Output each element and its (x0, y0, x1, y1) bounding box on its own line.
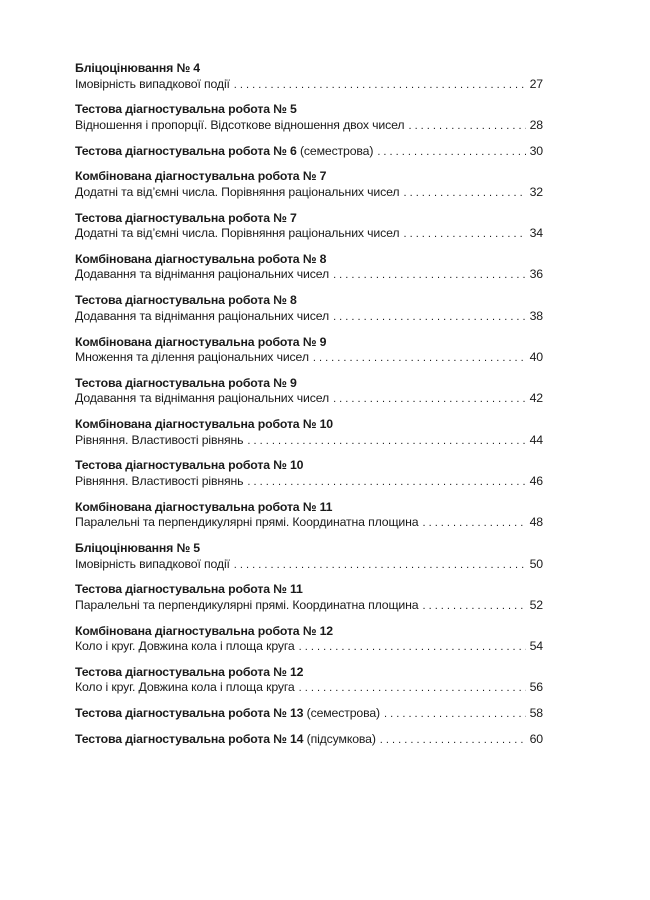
dot-leader (234, 558, 526, 574)
dot-leader (313, 351, 526, 367)
dot-leader (333, 268, 526, 284)
entry-line[interactable] (75, 474, 543, 491)
page-number: 60 (529, 732, 543, 747)
page-number: 50 (529, 556, 543, 571)
dot-leader (384, 707, 526, 723)
toc-entry (75, 732, 543, 749)
page-number: 42 (529, 391, 543, 406)
entry-title-rest: (семестрова) (303, 706, 380, 721)
page-number: 30 (529, 143, 543, 158)
dot-leader (403, 186, 526, 202)
entry-line[interactable] (75, 309, 543, 326)
entry-title (75, 706, 380, 722)
page-number: 52 (529, 597, 543, 612)
entry-heading: Тестова діагностувальна робота № 10 (75, 458, 304, 473)
toc-entry (75, 61, 543, 93)
entry-line[interactable] (75, 226, 543, 243)
entry-title-bold: Тестова діагностувальна робота № 13 (75, 706, 304, 721)
entry-heading: Тестова діагностувальна робота № 9 (75, 375, 297, 390)
entry-line[interactable] (75, 515, 543, 532)
toc-entry (75, 169, 543, 201)
entry-title: Рівняння. Властивості рівнянь (75, 473, 244, 488)
entry-title: Додавання та віднімання раціональних чисел (75, 391, 330, 406)
dot-leader (247, 434, 526, 450)
toc-entry (75, 458, 543, 490)
entry-title (75, 144, 373, 160)
page-number: 58 (529, 706, 543, 721)
page-number: 27 (529, 76, 543, 91)
page-number: 34 (529, 226, 543, 241)
entry-title: Множення та ділення раціональних чисел (75, 350, 309, 365)
page-number: 48 (529, 515, 543, 530)
entry-title: Коло і круг. Довжина кола і площа круга (75, 639, 295, 654)
toc-entry (75, 293, 543, 325)
entry-line[interactable] (75, 639, 543, 656)
entry-title: Додатні та від’ємні числа. Порівняння раціональних чисел (75, 184, 400, 199)
entry-title (75, 732, 376, 748)
entry-title: Імовірність випадкової події (75, 556, 230, 571)
dot-leader (333, 310, 526, 326)
page-number: 44 (529, 432, 543, 447)
toc-entry (75, 582, 543, 614)
entry-line[interactable] (75, 118, 543, 135)
entry-title: Коло і круг. Довжина кола і площа круга (75, 680, 295, 695)
entry-heading: Тестова діагностувальна робота № 7 (75, 210, 297, 225)
toc-entry (75, 144, 543, 161)
entry-title-rest: (підсумкова) (303, 732, 376, 747)
entry-heading: Комбінована діагностувальна робота № 9 (75, 334, 327, 349)
page-number: 56 (529, 680, 543, 695)
toc-entry (75, 706, 543, 723)
toc-entry (75, 541, 543, 573)
toc-entry (75, 376, 543, 408)
entry-line[interactable] (75, 598, 543, 615)
page-number: 40 (529, 350, 543, 365)
entry-heading: Тестова діагностувальна робота № 8 (75, 293, 297, 308)
entry-heading: Комбінована діагностувальна робота № 10 (75, 417, 333, 432)
toc-entry (75, 211, 543, 243)
dot-leader (247, 475, 526, 491)
page-number: 32 (529, 184, 543, 199)
dot-leader (234, 78, 526, 94)
entry-title: Додатні та від’ємні числа. Порівняння раціональних чисел (75, 226, 400, 241)
entry-heading: Бліцоцінювання № 4 (75, 61, 200, 75)
toc-entry (75, 252, 543, 284)
entry-line[interactable] (75, 557, 543, 574)
entry-line[interactable] (75, 706, 543, 723)
entry-heading: Тестова діагностувальна робота № 12 (75, 664, 304, 679)
page-number: 54 (529, 639, 543, 654)
entry-heading: Комбінована діагностувальна робота № 12 (75, 623, 333, 638)
dot-leader (408, 119, 526, 135)
toc-entry (75, 335, 543, 367)
entry-line[interactable] (75, 391, 543, 408)
entry-heading: Тестова діагностувальна робота № 5 (75, 102, 297, 117)
entry-title-bold: Тестова діагностувальна робота № 14 (75, 732, 304, 747)
entry-line[interactable] (75, 732, 543, 749)
entry-heading: Комбінована діагностувальна робота № 11 (75, 499, 333, 514)
entry-title: Рівняння. Властивості рівнянь (75, 432, 244, 447)
table-of-contents (75, 61, 543, 758)
dot-leader (377, 145, 526, 161)
entry-line[interactable] (75, 185, 543, 202)
entry-title: Додавання та віднімання раціональних чисел (75, 267, 330, 282)
entry-title: Імовірність випадкової події (75, 76, 230, 91)
entry-heading: Комбінована діагностувальна робота № 8 (75, 251, 327, 266)
entry-title: Паралельні та перпендикулярні прямі. Координатна площина (75, 515, 419, 530)
entry-title: Відношення і пропорції. Відсоткове відношення двох чисел (75, 117, 405, 132)
toc-entry (75, 665, 543, 697)
dot-leader (299, 681, 526, 697)
toc-entry (75, 500, 543, 532)
entry-heading: Бліцоцінювання № 5 (75, 541, 200, 556)
entry-title: Паралельні та перпендикулярні прямі. Координатна площина (75, 597, 419, 612)
entry-title-rest: (семестрова) (296, 143, 374, 158)
dot-leader (403, 227, 526, 243)
entry-title: Додавання та віднімання раціональних чисел (75, 308, 330, 323)
entry-heading: Комбінована діагностувальна робота № 7 (75, 169, 327, 184)
entry-line[interactable] (75, 350, 543, 367)
dot-leader (333, 392, 526, 408)
dot-leader (422, 599, 526, 615)
dot-leader (299, 640, 526, 656)
dot-leader (380, 733, 526, 749)
toc-entry (75, 102, 543, 134)
page-number: 28 (529, 117, 543, 132)
dot-leader (422, 516, 526, 532)
entry-line[interactable] (75, 144, 543, 161)
entry-line[interactable] (75, 680, 543, 697)
entry-line[interactable] (75, 267, 543, 284)
entry-title-bold: Тестова діагностувальна робота № 6 (75, 143, 297, 158)
page-number: 36 (529, 267, 543, 282)
page-number: 46 (529, 473, 543, 488)
toc-entry (75, 624, 543, 656)
toc-entry (75, 417, 543, 449)
page-number: 38 (529, 308, 543, 323)
entry-heading: Тестова діагностувальна робота № 11 (75, 582, 303, 597)
entry-line[interactable] (75, 77, 543, 94)
entry-line[interactable] (75, 433, 543, 450)
